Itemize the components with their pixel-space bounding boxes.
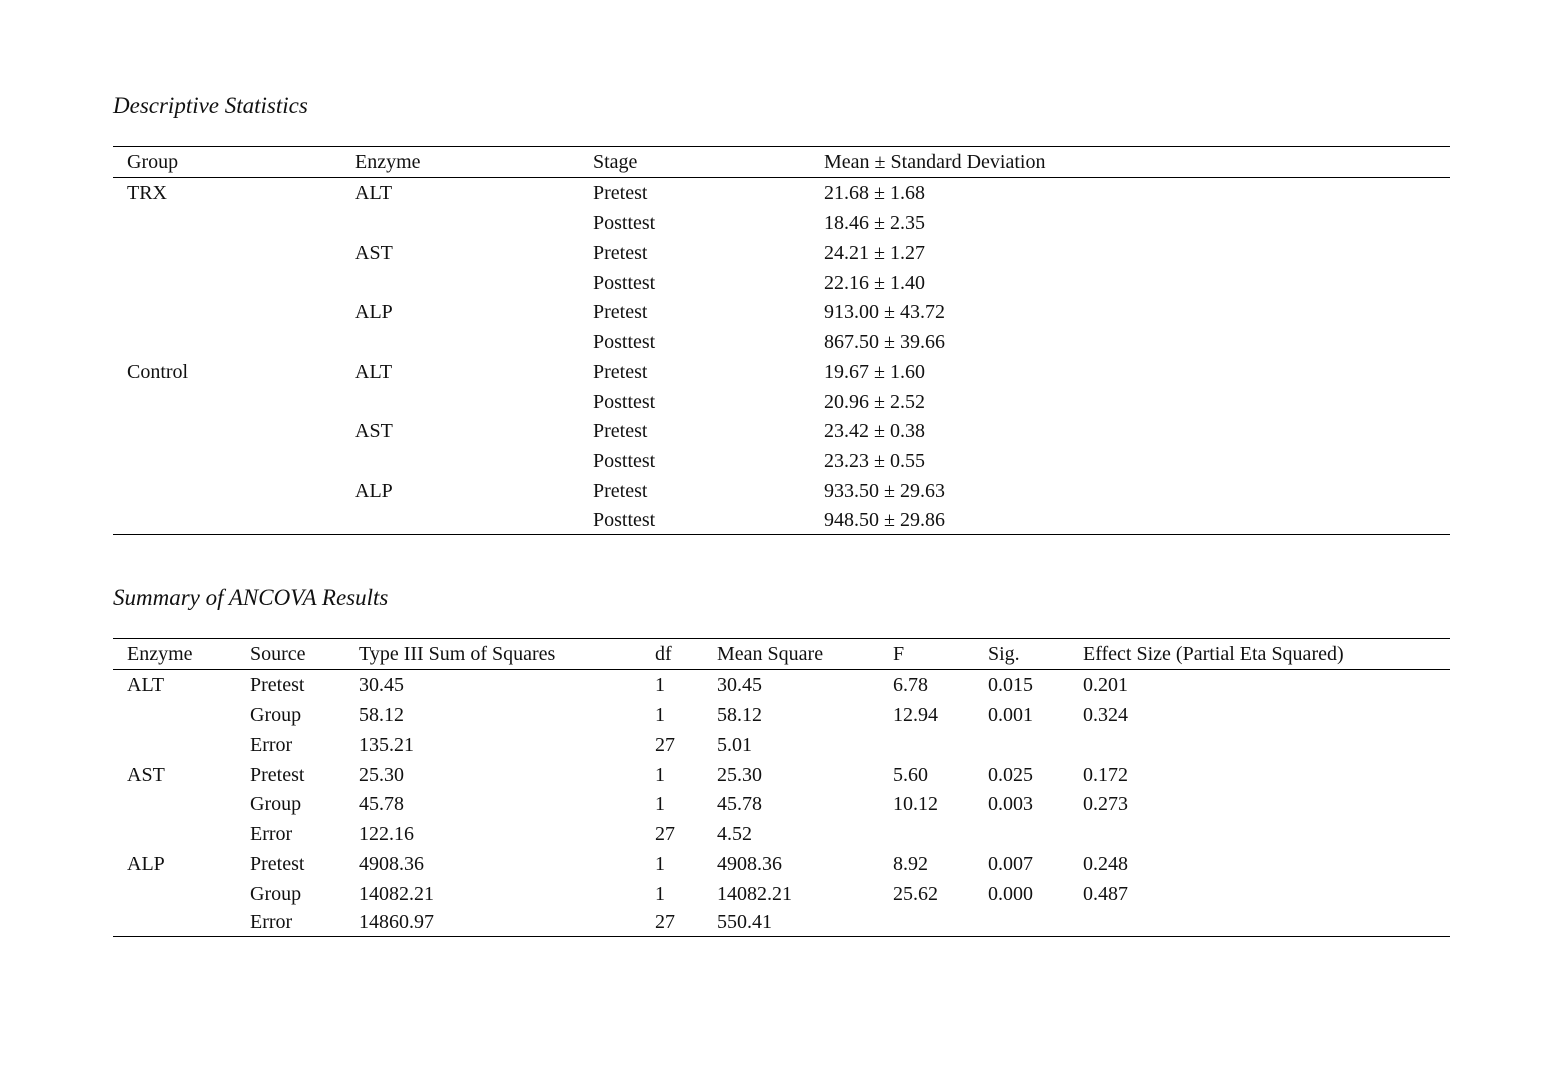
table-cell: Error: [250, 823, 293, 845]
table-cell: 23.23 ± 0.55: [824, 450, 925, 472]
table-cell: 25.62: [893, 882, 938, 905]
table-cell: [113, 209, 341, 239]
table-cell: [113, 298, 341, 328]
table-cell: 22.16 ± 1.40: [824, 271, 925, 294]
table-cell: Pretest: [593, 241, 648, 264]
table-cell: 14082.21: [717, 882, 792, 905]
table-cell: Pretest: [593, 420, 648, 443]
table-cell: ALP: [355, 479, 393, 502]
table-cell: [113, 417, 341, 447]
table-cell: ALP: [127, 852, 165, 875]
table-cell: TRX: [127, 181, 167, 204]
table-cell: [113, 731, 236, 761]
table-row: [113, 388, 1450, 418]
column-header-enzyme: Enzyme: [113, 639, 236, 670]
table-cell: 550.41: [703, 909, 879, 937]
table-row: [113, 850, 1450, 880]
table-cell: Group: [250, 793, 302, 816]
table-cell: Pretest: [593, 479, 648, 502]
table-cell: 10.12: [893, 793, 938, 816]
table-cell: 1: [655, 763, 665, 786]
table-cell: [974, 909, 1069, 937]
table-cell: Group: [250, 882, 302, 905]
table-cell: [113, 701, 236, 731]
table-cell: Posttest: [593, 212, 656, 234]
table-cell: [113, 447, 341, 477]
table-cell: 0.007: [988, 852, 1033, 875]
table-cell: 4.52: [717, 823, 752, 845]
table-cell: Pretest: [593, 301, 648, 324]
table-cell: [113, 477, 341, 507]
table-cell: [879, 731, 974, 761]
table-row: [113, 909, 1450, 937]
table-cell: ALT: [355, 181, 393, 204]
column-header-sum-of-squares: Type III Sum of Squares: [345, 639, 641, 670]
table-cell: 8.92: [893, 852, 928, 875]
table-cell: 20.96 ± 2.52: [824, 390, 925, 413]
table-cell: 0.201: [1083, 673, 1128, 696]
table-row: [113, 298, 1450, 328]
ancova-results-table: [113, 638, 1450, 937]
table-cell: [113, 880, 236, 910]
table-cell: 21.68 ± 1.68: [824, 181, 925, 204]
table-cell: 23.42 ± 0.38: [824, 420, 925, 443]
table-cell: 122.16: [359, 823, 414, 845]
table-cell: 933.50 ± 29.63: [824, 479, 945, 502]
table-cell: Pretest: [250, 673, 305, 696]
table-row: [113, 790, 1450, 820]
table-cell: 5.60: [893, 763, 928, 786]
table-row: [113, 417, 1450, 447]
table-cell: [113, 507, 341, 535]
ancova-results-title: Summary of ANCOVA Results: [113, 585, 389, 610]
table-row: [113, 670, 1450, 702]
table-cell: 25.30: [359, 763, 404, 786]
table-cell: Posttest: [593, 271, 656, 294]
column-header-stage: Stage: [579, 147, 810, 178]
table-cell: Control: [127, 360, 189, 383]
table-cell: 0.015: [988, 673, 1033, 696]
table-header-row: [113, 147, 1450, 178]
table-row: [113, 269, 1450, 299]
table-cell: 27: [641, 909, 703, 937]
table-cell: 58.12: [717, 704, 762, 726]
table-cell: 948.50 ± 29.86: [810, 507, 1450, 535]
table-cell: [1069, 731, 1450, 761]
table-cell: 45.78: [717, 793, 762, 816]
table-cell: Pretest: [250, 763, 305, 786]
table-cell: Error: [250, 733, 293, 756]
table-cell: [113, 269, 341, 299]
table-row: [113, 880, 1450, 910]
table-cell: 0.248: [1083, 852, 1128, 875]
table-cell: 1: [655, 704, 665, 726]
table-row: [113, 358, 1450, 388]
table-cell: 1: [655, 852, 665, 875]
table-cell: 0.172: [1083, 763, 1128, 786]
table-cell: 18.46 ± 2.35: [824, 212, 925, 234]
table-row: [113, 178, 1450, 210]
table-cell: [113, 820, 236, 850]
table-cell: Posttest: [593, 450, 656, 472]
table-cell: [341, 269, 579, 299]
table-cell: 0.000: [988, 882, 1033, 905]
table-cell: 867.50 ± 39.66: [824, 331, 945, 353]
table-cell: 12.94: [893, 704, 938, 726]
table-cell: AST: [355, 420, 393, 443]
descriptive-statistics-title: Descriptive Statistics: [113, 93, 308, 118]
table-cell: [1069, 909, 1450, 937]
column-header-source: Source: [236, 639, 345, 670]
table-cell: 0.273: [1083, 793, 1128, 816]
table-cell: 1: [655, 673, 665, 696]
table-cell: Posttest: [579, 507, 810, 535]
table-row: [113, 731, 1450, 761]
table-cell: Error: [236, 909, 345, 937]
table-cell: Posttest: [593, 390, 656, 413]
table-row: [113, 209, 1450, 239]
table-row: [113, 239, 1450, 269]
table-row: [113, 447, 1450, 477]
table-row: [113, 477, 1450, 507]
table-cell: 1: [655, 882, 665, 905]
column-header-f: F: [879, 639, 974, 670]
table-cell: [341, 328, 579, 358]
table-row: [113, 820, 1450, 850]
table-cell: 0.487: [1083, 882, 1128, 905]
table-cell: [341, 507, 579, 535]
table-cell: [974, 731, 1069, 761]
table-cell: ALT: [355, 360, 393, 383]
table-cell: [113, 388, 341, 418]
table-cell: 4908.36: [717, 852, 782, 875]
table-cell: Pretest: [593, 181, 648, 204]
table-cell: 913.00 ± 43.72: [824, 301, 945, 324]
table-row: [113, 761, 1450, 791]
table-cell: 19.67 ± 1.60: [824, 360, 925, 383]
column-header-mean-square: Mean Square: [703, 639, 879, 670]
table-cell: 5.01: [717, 733, 752, 756]
table-cell: ALT: [127, 673, 165, 696]
table-cell: 4908.36: [359, 852, 424, 875]
table-cell: [113, 790, 236, 820]
table-cell: 0.003: [988, 793, 1033, 816]
table-row: [113, 328, 1450, 358]
table-cell: 25.30: [717, 763, 762, 786]
column-header-df: df: [641, 639, 703, 670]
table-cell: 27: [655, 733, 675, 756]
table-row: [113, 701, 1450, 731]
table-cell: Pretest: [250, 852, 305, 875]
table-row: [113, 507, 1450, 535]
table-cell: [113, 239, 341, 269]
table-cell: Group: [250, 704, 302, 726]
table-cell: 14860.97: [345, 909, 641, 937]
table-cell: Posttest: [593, 331, 656, 353]
column-header-mean-sd: Mean ± Standard Deviation: [810, 147, 1450, 178]
table-cell: 30.45: [717, 673, 762, 696]
column-header-enzyme: Enzyme: [341, 147, 579, 178]
table-cell: 30.45: [359, 673, 404, 696]
column-header-group: Group: [113, 147, 341, 178]
table-cell: [341, 209, 579, 239]
table-cell: [1069, 820, 1450, 850]
table-cell: ALP: [355, 301, 393, 324]
table-cell: 14082.21: [359, 882, 434, 905]
table-cell: 135.21: [359, 733, 414, 756]
table-cell: [879, 820, 974, 850]
table-header-row: [113, 639, 1450, 670]
table-cell: [879, 909, 974, 937]
descriptive-statistics-table: [113, 146, 1450, 535]
table-cell: 27: [655, 823, 675, 845]
column-header-sig: Sig.: [974, 639, 1069, 670]
table-cell: AST: [127, 763, 165, 786]
table-cell: AST: [355, 241, 393, 264]
table-cell: 0.324: [1083, 704, 1128, 726]
table-cell: 1: [655, 793, 665, 816]
table-cell: 0.001: [988, 704, 1033, 726]
table-cell: 45.78: [359, 793, 404, 816]
column-header-effect-size: Effect Size (Partial Eta Squared): [1069, 639, 1450, 670]
table-cell: [341, 447, 579, 477]
table-cell: 6.78: [893, 673, 928, 696]
table-cell: 0.025: [988, 763, 1033, 786]
table-cell: Pretest: [593, 360, 648, 383]
table-cell: [113, 909, 236, 937]
table-cell: [341, 388, 579, 418]
table-cell: [113, 328, 341, 358]
table-cell: 24.21 ± 1.27: [824, 241, 925, 264]
table-cell: 58.12: [359, 704, 404, 726]
table-cell: [974, 820, 1069, 850]
